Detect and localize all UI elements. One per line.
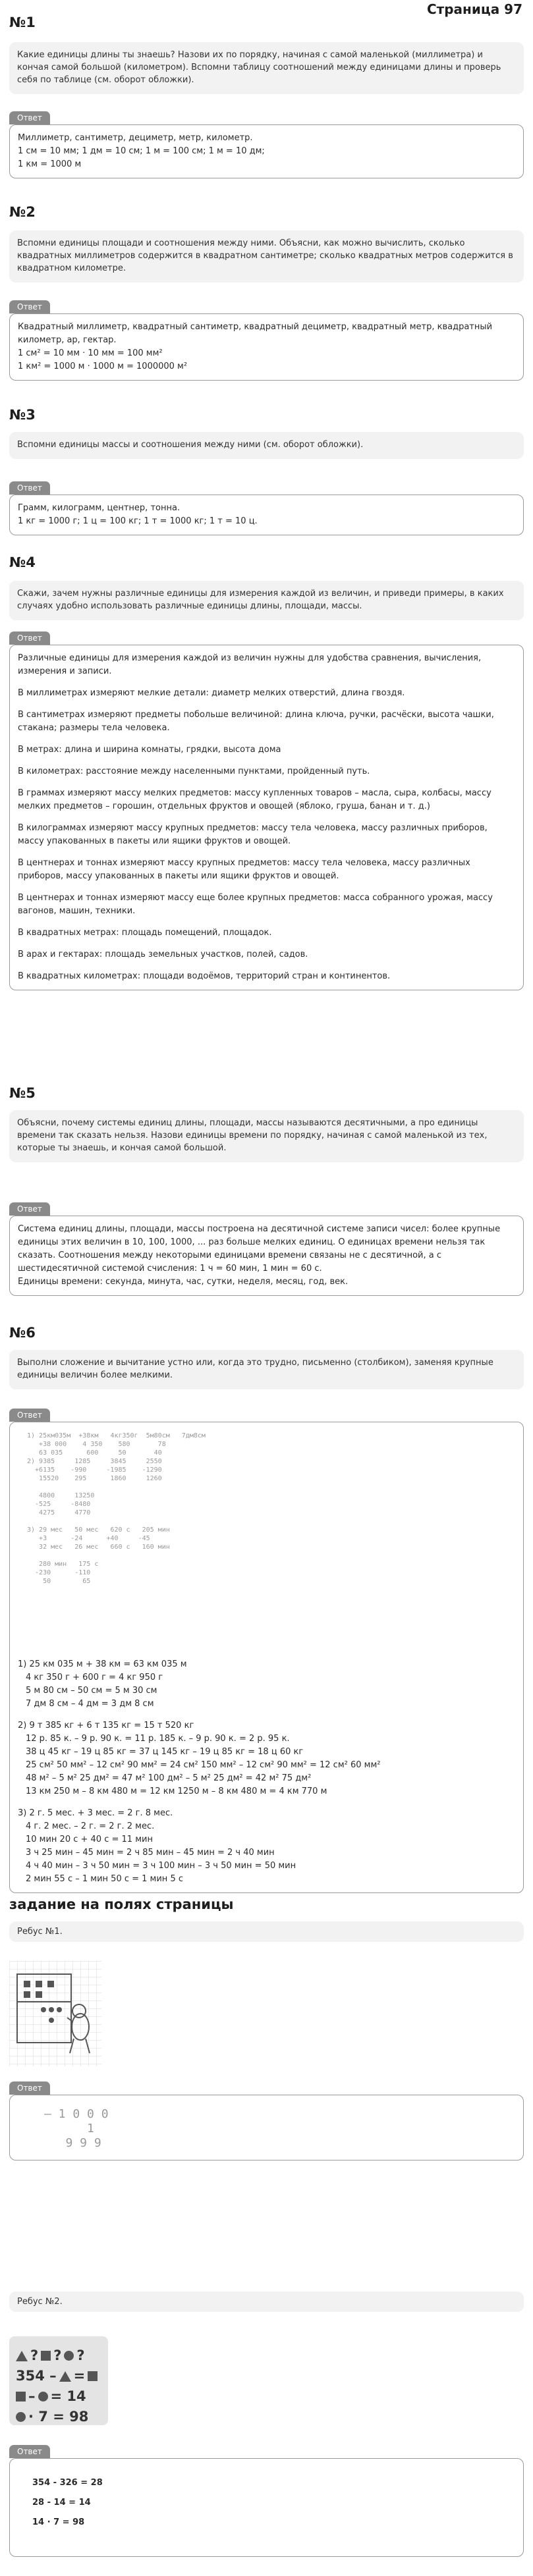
sketch-line: 3) 29 мес 50 мес 620 с 205 мин <box>27 1526 170 1534</box>
square-icon <box>88 2371 98 2381</box>
answer-line: 13 км 250 м – 8 км 480 м = 12 км 1250 м – 8 км 480 м = 4 км 770 м <box>26 1786 327 1796</box>
sketch-line: -230 -110 <box>27 1569 91 1576</box>
answer-line: 1 км² = 1000 м · 1000 м = 1000000 м² <box>18 362 188 371</box>
rebus-2-row <box>16 2366 101 2386</box>
answer-line: 7 дм 8 см – 4 дм = 3 дм 8 см <box>26 1699 154 1709</box>
task-2-answer-box <box>9 313 524 381</box>
task-1-question: Какие единицы длины ты знаешь? Назови их по порядку, начиная с самой маленькой (миллиметра) и кончая самой большой (километром). Вспомни таблицу соотношений между единицами длины и проверь себя по таблице (см. оборот обложки). <box>9 42 524 94</box>
answer-line: 25 см² 50 мм² – 12 см² 90 мм² = 24 см² 150 мм² – 12 см² 90 мм² = 12 см² 60 мм² <box>26 1760 381 1770</box>
sketch-line <box>27 1517 515 1526</box>
answer-line: 1 <box>44 2122 94 2135</box>
sketch-line: +6135 -990 -1985 -1290 <box>27 1466 162 1474</box>
circle-icon <box>38 2392 48 2402</box>
answer-paragraph: Различные единицы для измерения каждой из величин нужны для удобства сравнения, вычисления, измерения и записи. <box>18 653 482 676</box>
answer-paragraph: В метрах: длина и ширина комнаты, грядки, высота дома <box>18 745 281 755</box>
sketch-line: 32 мес 26 мес 660 с 160 мин <box>27 1543 170 1551</box>
rebus-2-answer-lines <box>32 2473 515 2533</box>
task-2-question-box <box>9 230 524 282</box>
sketch-line: -525 -8480 <box>27 1501 91 1508</box>
answer-tag: Ответ <box>9 300 50 313</box>
answer-line: 3) 2 г. 5 мес. + 3 мес. = 2 г. 8 мес. <box>18 1808 173 1818</box>
rebus-2-row <box>16 2346 101 2366</box>
task-1-answer <box>9 111 524 178</box>
rebus-1-answer-box <box>9 2095 524 2160</box>
triangle-icon <box>16 2351 28 2361</box>
task-6-title: №6 <box>9 1325 36 1341</box>
task-3-title: №3 <box>9 407 36 423</box>
task-2-title: №2 <box>9 204 36 220</box>
task-2-answer <box>9 300 524 381</box>
task-3-question: Вспомни единицы массы и соотношения между ними (см. оборот обложки). <box>9 432 524 459</box>
answer-paragraph: В центнерах и тоннах измеряют массу еще более крупных предметов: масса собранного урожая, массу вагонов, машин, техники. <box>18 893 493 916</box>
square-icon <box>41 2351 51 2361</box>
answer-tag: Ответ <box>9 2081 50 2095</box>
answer-line: 10 мин 20 с + 40 с = 11 мин <box>26 1835 153 1844</box>
answer-line: 9 9 9 <box>44 2136 101 2150</box>
question-mark: ? <box>53 2348 62 2363</box>
rebus-text: = 14 <box>50 2388 86 2404</box>
rebus-1-image <box>9 1961 101 2066</box>
task-1-question-box <box>9 42 524 94</box>
rebus-1-label: Ребус №1. <box>9 1921 524 1942</box>
task-5-answer <box>9 1202 524 1296</box>
rebus-text: = <box>73 2368 86 2384</box>
answer-line: 2 мин 55 с – 1 мин 50 с = 1 мин 5 с <box>26 1874 183 1884</box>
rebus-2-row <box>16 2407 101 2427</box>
handwritten-calculations-image <box>27 1432 515 1649</box>
task-6-question: Выполни сложение и вычитание устно или, когда это трудно, письменно (столбиком), заменяя крупные единицы величин более мелкими. <box>9 1350 524 1389</box>
answer-tag: Ответ <box>9 631 50 645</box>
square-icon <box>16 2392 26 2402</box>
answer-paragraph: В арах и гектарах: площадь земельных участков, полей, садов. <box>18 950 308 959</box>
task-1-title: №1 <box>9 14 36 30</box>
answer-line: 4 кг 350 г + 600 г = 4 кг 950 г <box>26 1673 163 1682</box>
answer-paragraph: В километрах: расстояние между населенными пунктами, пройденный путь. <box>18 766 370 776</box>
task-5-title: №5 <box>9 1085 36 1101</box>
sketch-line <box>27 1483 515 1491</box>
sketch-line: 280 мин 175 с <box>27 1561 99 1568</box>
task-4-question: Скажи, зачем нужны различные единицы для измерения каждой из величин, и приведи примеры, в каких случаях удобно использовать различные единицы длины, площади, массы. <box>9 581 524 620</box>
rebus-1-answer <box>9 2081 524 2160</box>
answer-tag: Ответ <box>9 481 50 495</box>
task-3-answer <box>9 481 524 535</box>
answer-line: Миллиметр, сантиметр, дециметр, метр, километр. <box>18 133 253 143</box>
answer-line: 4 г. 2 мес. – 2 г. = 2 г. 2 мес. <box>26 1821 155 1831</box>
answer-paragraph: В сантиметрах измеряют предметы побольше величиной: длина ключа, ручки, расчёски, высота чашки, стакана; размеры тела человека. <box>18 710 494 733</box>
rebus-1-picture <box>9 1961 101 2066</box>
task-5-question-box <box>9 1110 524 1162</box>
answer-line: – 1 0 0 0 <box>44 2107 109 2121</box>
rebus-1-handwritten-answer <box>44 2107 515 2151</box>
answer-line: 354 - 326 = 28 <box>32 2478 103 2488</box>
rebus-text: · 7 = 98 <box>28 2409 89 2425</box>
answer-paragraph: В центнерах и тоннах измеряют массу крупных предметов: массу тела человека, массу различных приборов, массу упакованных в пакеты или ящики фруктов и овощей. <box>18 858 470 881</box>
task-4-title: №4 <box>9 554 36 570</box>
answer-paragraph: В квадратных километрах: площади водоёмов, территорий стран и континентов. <box>18 971 391 981</box>
answer-line: 3 ч 25 мин – 45 мин = 2 ч 85 мин – 45 мин = 2 ч 40 мин <box>26 1848 275 1858</box>
answer-line: 5 м 80 см – 50 см = 5 м 30 см <box>26 1686 157 1696</box>
answer-tag: Ответ <box>9 1409 50 1422</box>
answer-group-2 <box>18 1719 515 1798</box>
rebus-text: 354 – <box>16 2368 57 2384</box>
answer-line: 1 см = 10 мм; 1 дм = 10 см; 1 м = 100 см; 1 м = 10 дм; <box>18 146 265 156</box>
answer-paragraph: В килограммах измеряют массу крупных предметов: массу тела человека, массу различных приборов, массу упакованных в пакеты или ящики фруктов и овощей. <box>18 823 488 846</box>
answer-group-1 <box>18 1658 515 1711</box>
answer-line: 14 · 7 = 98 <box>32 2517 85 2527</box>
rebus-2-label: Ребус №2. <box>9 2292 524 2312</box>
task-2-question: Вспомни единицы площади и соотношения между ними. Объясни, как можно вычислить, сколько квадратных миллиметров содержится в квадратном сантиметре; сколько квадратных метров содержится в квадратном километре. <box>9 230 524 282</box>
margin-task-title: задание на полях страницы <box>9 1896 234 1912</box>
answer-line: 12 р. 85 к. – 9 р. 90 к. = 11 р. 185 к. – 9 р. 90 к. = 2 р. 95 к. <box>26 1734 290 1744</box>
answer-line: Единицы времени: секунда, минута, час, сутки, неделя, месяц, год, век. <box>18 1277 349 1287</box>
rebus-2-card <box>9 2336 108 2425</box>
answer-line: 1 см² = 10 мм · 10 мм = 100 мм² <box>18 348 163 358</box>
answer-line: 4 ч 40 мин – 3 ч 50 мин = 3 ч 100 мин – 3 ч 50 мин = 50 мин <box>26 1861 296 1871</box>
answer-paragraph: В граммах измеряют массу мелких предметов: массу купленных товаров – масла, сыра, колбасы, массу мелких предметов – горошин, отдельных фруктов и овощей (яблоко, груша, банан и т. д.) <box>18 788 491 811</box>
answer-line: Грамм, килограмм, центнер, тонна. <box>18 503 181 513</box>
answer-line: 1 кг = 1000 г; 1 ц = 100 кг; 1 т = 1000 кг; 1 т = 10 ц. <box>18 516 258 526</box>
answer-line: Система единиц длины, площади, массы построена на десятичной системе записи чисел: более крупные единицы этих величин в 10, 100, 1000, ... раз больше мелких единиц. О единицах времени нельзя так сказать. Соотношения между некоторыми единицами времени связаны не с десятичной, а с шестидесятичной системой счисления: 1 ч = 60 мин, 1 мин = 60 с. <box>18 1224 501 1274</box>
answer-tag: Ответ <box>9 2445 50 2458</box>
rebus-2-answer-box <box>9 2458 524 2557</box>
rebus-2-row <box>16 2386 101 2407</box>
answer-tag: Ответ <box>9 111 50 124</box>
circle-icon <box>64 2351 74 2361</box>
task-1-answer-box <box>9 124 524 178</box>
answer-line: 1 км = 1000 м <box>18 159 82 169</box>
rebus-text: – <box>28 2388 36 2404</box>
sketch-line: 2) 9385 1285 3845 2550 <box>27 1458 162 1465</box>
answer-line: 1) 25 км 035 м + 38 км = 63 км 035 м <box>18 1659 187 1669</box>
answer-line: 2) 9 т 385 кг + 6 т 135 кг = 15 т 520 кг <box>18 1721 194 1731</box>
answer-line: 48 м² – 5 м² 25 дм² = 47 м² 100 дм² – 5 м² 25 дм² = 42 м² 75 дм² <box>26 1773 312 1783</box>
sketch-line: 50 65 <box>27 1578 91 1585</box>
sketch-line: +3 -24 +40 -45 <box>27 1535 150 1542</box>
answer-line: Квадратный миллиметр, квадратный сантиметр, квадратный дециметр, квадратный метр, квадратный километр, ар, гектар. <box>18 322 493 345</box>
sketch-line: 15520 295 1860 1260 <box>27 1475 162 1482</box>
task-4-answer-box <box>9 645 524 990</box>
sketch-line: 1) 25км035м +38км 4кг350г 5м80см 7дм8см <box>27 1432 206 1439</box>
task-5-answer-box <box>9 1216 524 1296</box>
question-mark: ? <box>76 2348 85 2363</box>
task-3-answer-box <box>9 495 524 535</box>
answer-line: 38 ц 45 кг – 19 ц 85 кг = 37 ц 145 кг – 19 ц 85 кг = 18 ц 60 кг <box>26 1747 304 1757</box>
task-6-answer <box>9 1408 524 1893</box>
task-4-answer <box>9 631 524 990</box>
triangle-icon <box>59 2371 71 2382</box>
sketch-line: 4800 13250 <box>27 1492 95 1499</box>
answer-group-3 <box>18 1807 515 1886</box>
sketch-line: 63 035 600 50 40 <box>27 1449 162 1457</box>
task-6-answer-box <box>9 1422 524 1893</box>
rebus-2-answer <box>9 2444 524 2557</box>
task-6-question-box <box>9 1350 524 1389</box>
answer-tag: Ответ <box>9 1202 50 1216</box>
task-4-question-box <box>9 581 524 620</box>
answer-paragraph: В миллиметрах измеряют мелкие детали: диаметр мелких отверстий, длина гвоздя. <box>18 688 405 698</box>
answer-line: 28 - 14 = 14 <box>32 2498 91 2508</box>
question-mark: ? <box>30 2348 39 2363</box>
sketch-line: 4275 4770 <box>27 1509 91 1516</box>
page-title: Страница 97 <box>426 1 522 17</box>
circle-icon <box>16 2412 26 2422</box>
answer-paragraph: В квадратных метрах: площадь помещений, площадок. <box>18 928 272 938</box>
task-5-question: Объясни, почему системы единиц длины, площади, массы называются десятичными, а про единицы времени так сказать нельзя. Назови единицы времени по порядку, начиная с самой маленькой из тех, которые ты знаешь, и кончая самой большой. <box>9 1110 524 1162</box>
sketch-line: +38 000 4 350 580 78 <box>27 1441 166 1448</box>
sketch-line <box>27 1551 515 1560</box>
task-3-question-box <box>9 432 524 459</box>
